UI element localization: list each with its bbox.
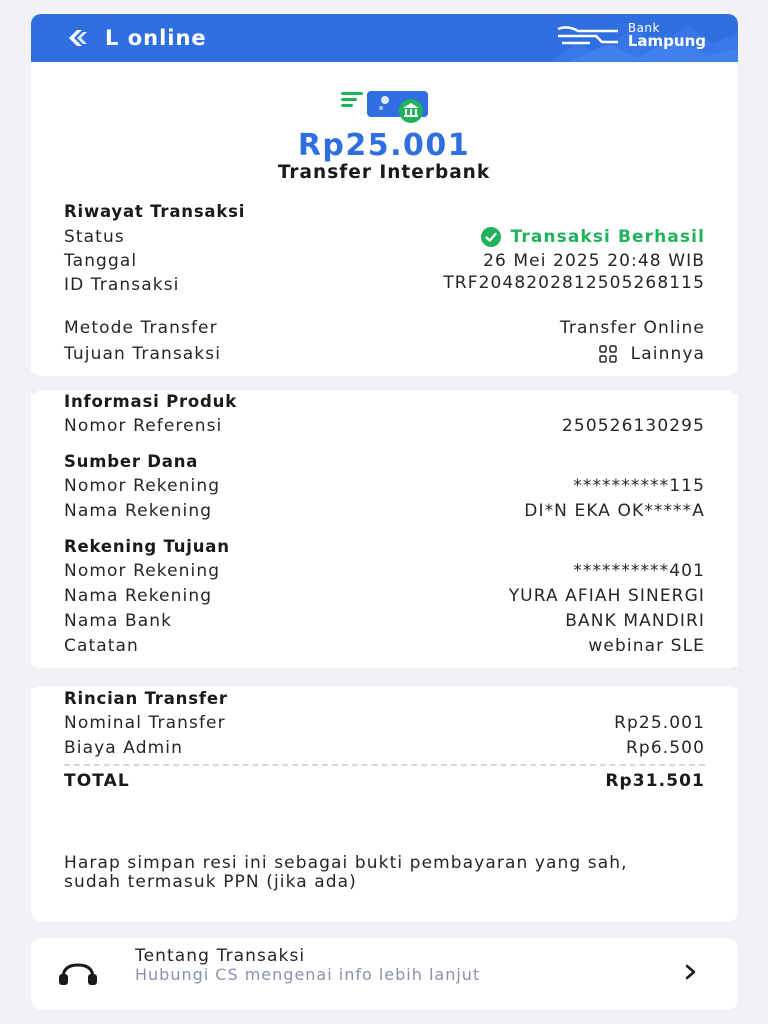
nomor-referensi-value: 250526130295 [562, 416, 705, 436]
app-name: L online [105, 26, 207, 50]
nominal-transfer-value: Rp25.001 [614, 713, 705, 733]
row-tujuan-nama [64, 586, 705, 608]
bank-lampung-logo [556, 22, 706, 49]
section-title-produk: Informasi Produk [64, 392, 237, 411]
row-tujuan-transaksi [64, 344, 705, 366]
total-divider [64, 764, 705, 766]
row-tanggal [64, 251, 705, 273]
ticket-notch-left [20, 666, 42, 688]
cs-subtitle: Hubungi CS mengenai info lebih lanjut [135, 965, 481, 984]
tujuan-nama-label: Nama Rekening [64, 586, 213, 606]
tujuan-nomor-label: Nomor Rekening [64, 561, 221, 581]
nominal-transfer-label: Nominal Transfer [64, 713, 226, 733]
transfer-amount: Rp25.001 [297, 128, 471, 163]
row-status [64, 227, 705, 249]
nama-bank-label: Nama Bank [64, 611, 173, 631]
row-id-transaksi [64, 275, 705, 315]
tujuan-nomor-value: **********401 [573, 561, 705, 581]
bank-word: Bank [627, 21, 660, 35]
section-title-riwayat: Riwayat Transaksi [64, 202, 246, 221]
nomor-referensi-label: Nomor Referensi [64, 416, 223, 436]
tanggal-value: 26 Mei 2025 20:48 WIB [483, 251, 705, 271]
row-tujuan-nomor [64, 561, 705, 583]
tanggal-label: Tanggal [64, 251, 138, 271]
transfer-bank-icon [341, 90, 431, 124]
bank-lampung-mark-icon [556, 23, 620, 49]
id-transaksi-value: TRF2048202812505268115 [443, 273, 705, 293]
ticket-notch-right [727, 372, 749, 394]
status-value: Transaksi Berhasil [510, 227, 705, 247]
brand [63, 24, 207, 52]
biaya-admin-value: Rp6.500 [626, 738, 705, 758]
row-biaya-admin [64, 738, 705, 760]
grid-icon [599, 345, 617, 363]
section-title-sumber: Sumber Dana [64, 452, 199, 471]
app-header [31, 14, 738, 62]
catatan-label: Catatan [64, 636, 139, 656]
sumber-nomor-label: Nomor Rekening [64, 476, 221, 496]
tujuan-nama-value: YURA AFIAH SINERGI [508, 586, 705, 606]
total-label: TOTAL [64, 771, 130, 791]
ticket-notch-left [20, 372, 42, 394]
l-online-logo-icon [63, 24, 91, 52]
row-metode [64, 318, 705, 340]
lampung-word: Lampung [627, 32, 706, 50]
nama-bank-value: BANK MANDIRI [565, 611, 705, 631]
row-sumber-nama [64, 501, 705, 523]
total-value: Rp31.501 [605, 771, 705, 791]
row-catatan [64, 636, 705, 658]
sumber-nama-value: DI*N EKA OK*****A [524, 501, 705, 521]
headset-icon [57, 962, 99, 986]
check-circle-icon [481, 227, 501, 247]
tentang-transaksi-card[interactable] [31, 938, 738, 1010]
row-sumber-nomor [64, 476, 705, 498]
chevron-right-icon [684, 962, 698, 982]
sumber-nama-label: Nama Rekening [64, 501, 213, 521]
sumber-nomor-value: **********115 [573, 476, 705, 496]
lainnya-text: Lainnya [630, 344, 705, 364]
section-title-tujuan: Rekening Tujuan [64, 537, 230, 556]
status-label: Status [64, 227, 125, 247]
metode-label: Metode Transfer [64, 318, 218, 338]
row-total [64, 771, 705, 793]
row-nomor-referensi [64, 416, 705, 438]
ticket-notch-right [727, 666, 749, 688]
receipt-note: Harap simpan resi ini sebagai bukti pembayaran yang sah, sudah termasuk PPN (jika ada) [64, 853, 628, 892]
bank-logo-words [628, 22, 706, 49]
transfer-type: Transfer Interbank [277, 162, 491, 183]
catatan-value: webinar SLE [588, 636, 705, 656]
cs-title: Tentang Transaksi [135, 946, 306, 966]
tujuan-transaksi-value [599, 344, 705, 364]
tujuan-transaksi-label: Tujuan Transaksi [64, 344, 222, 364]
row-nominal-transfer [64, 713, 705, 735]
status-badge [481, 227, 705, 247]
metode-value: Transfer Online [559, 318, 705, 338]
section-title-rincian: Rincian Transfer [64, 689, 228, 708]
id-transaksi-label: ID Transaksi [64, 275, 180, 295]
biaya-admin-label: Biaya Admin [64, 738, 183, 758]
row-nama-bank [64, 611, 705, 633]
